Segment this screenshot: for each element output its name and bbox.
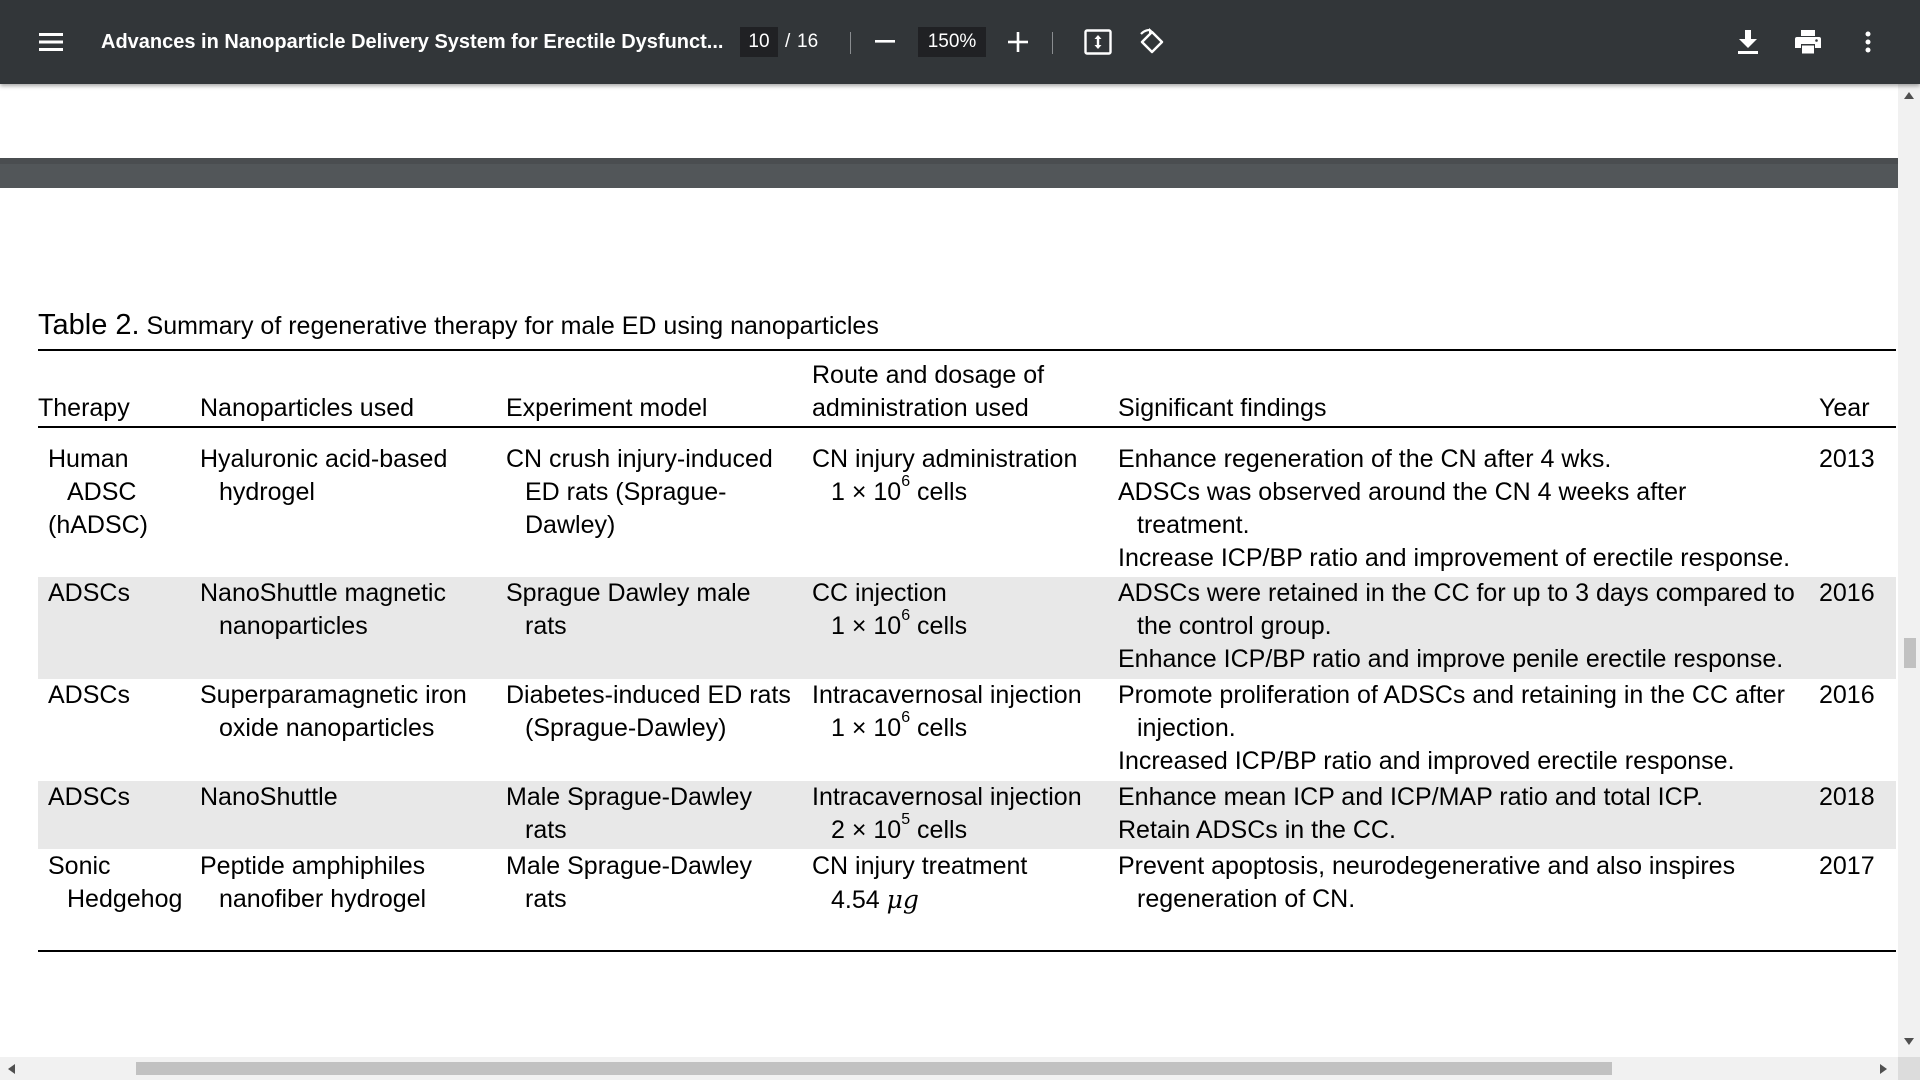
cell-line: hydrogel <box>219 478 315 506</box>
more-options-button[interactable] <box>1848 22 1888 62</box>
table-row-4-nanoparticles <box>200 781 338 814</box>
table-row-1-nanoparticles <box>200 443 447 509</box>
cell-line: CN crush injury-induced <box>506 445 773 473</box>
header-year: Year <box>1819 394 1870 422</box>
print-icon <box>1795 30 1821 54</box>
download-icon <box>1737 30 1759 54</box>
cell-line: CN injury treatment <box>812 852 1028 880</box>
dose-exponent: 5 <box>901 811 911 828</box>
dose-suffix: cells <box>910 714 968 742</box>
table-row-1-model <box>506 443 773 542</box>
more-vert-icon <box>1865 31 1871 53</box>
cell-line: Enhance mean ICP and ICP/MAP ratio and total ICP. <box>1118 783 1704 811</box>
dose-prefix: 1 × 10 <box>831 714 902 742</box>
cell-line: CC injection <box>812 579 947 607</box>
cell-line: Retain ADSCs in the CC. <box>1118 816 1396 844</box>
table-row-2-therapy <box>48 577 130 610</box>
cell-line: NanoShuttle <box>200 783 338 811</box>
table-caption-text: Summary of regenerative therapy for male ED using nanoparticles <box>146 312 879 340</box>
table-top-rule <box>38 349 1896 351</box>
rotate-button[interactable] <box>1132 22 1172 62</box>
cell-line: the control group. <box>1137 612 1332 640</box>
fit-page-icon <box>1084 29 1112 55</box>
cell-line: nanoparticles <box>219 612 368 640</box>
cell-line: Prevent apoptosis, neurodegenerative and also inspires <box>1118 852 1736 880</box>
table-row-1-route <box>812 443 1077 509</box>
header-therapy: Therapy <box>38 394 130 422</box>
cell-line: Hedgehog <box>67 885 183 913</box>
table-row-5-route <box>812 850 1027 917</box>
cell-line: Increase ICP/BP ratio and improvement of erectile response. <box>1118 544 1791 572</box>
table-row-4-model <box>506 781 752 847</box>
cell-line: (hADSC) <box>48 511 149 539</box>
table-row-3-route <box>812 679 1082 745</box>
vertical-scrollbar[interactable] <box>1898 84 1920 1057</box>
cell-line: injection. <box>1137 714 1236 742</box>
dose-suffix: cells <box>910 478 968 506</box>
page-total: 16 <box>797 31 819 52</box>
dosage <box>812 709 1082 745</box>
table-row-3-findings <box>1118 679 1785 778</box>
dose-exponent: 6 <box>901 473 911 490</box>
dose-exponent: 6 <box>901 709 911 726</box>
dose-prefix: 2 × 10 <box>831 816 902 844</box>
table-label: Table 2. <box>38 309 140 341</box>
dose-exponent: 6 <box>901 607 911 624</box>
table-row-3-model <box>506 679 791 745</box>
table-row-1-findings <box>1118 443 1790 575</box>
horizontal-scroll-thumb[interactable] <box>136 1062 1612 1075</box>
cell-line: ADSCs <box>48 579 130 607</box>
cell-line: ADSCs <box>48 681 130 709</box>
table-row-5-therapy <box>48 850 182 916</box>
cell-line: Increased ICP/BP ratio and improved erectile response. <box>1118 747 1735 775</box>
dosage <box>812 607 968 643</box>
header-route-line2: administration used <box>812 394 1029 422</box>
menu-button[interactable] <box>30 22 72 62</box>
header-findings: Significant findings <box>1118 394 1327 422</box>
fit-to-page-button[interactable] <box>1078 22 1118 62</box>
cell-line: Intracavernosal injection <box>812 783 1082 811</box>
table-row-5-model <box>506 850 752 916</box>
menu-icon <box>39 32 63 52</box>
table-row-2-findings <box>1118 577 1795 676</box>
minus-icon <box>875 40 895 44</box>
print-button[interactable] <box>1788 22 1828 62</box>
table-bottom-rule <box>38 950 1896 952</box>
cell-line: Sprague Dawley male <box>506 579 751 607</box>
scroll-down-icon[interactable] <box>1904 1038 1914 1045</box>
document-title: Advances in Nanoparticle Delivery System for Erectile Dysfunct... <box>101 30 724 53</box>
cell-line: rats <box>525 612 567 640</box>
dose-prefix: 1 × 10 <box>831 478 902 506</box>
table-row-4-year: 2018 <box>1819 783 1875 811</box>
horizontal-scrollbar[interactable] <box>0 1057 1898 1080</box>
table-row-2-nanoparticles <box>200 577 446 643</box>
scroll-left-icon[interactable] <box>8 1064 15 1074</box>
cell-line: treatment. <box>1137 511 1250 539</box>
table-row-2-year: 2016 <box>1819 579 1875 607</box>
cell-line: rats <box>525 816 567 844</box>
cell-line: Superparamagnetic iron <box>200 681 467 709</box>
toolbar-divider <box>850 32 851 54</box>
cell-line: rats <box>525 885 567 913</box>
cell-line: Promote proliferation of ADSCs and retaining in the CC after <box>1118 681 1786 709</box>
dosage <box>812 473 1077 509</box>
download-button[interactable] <box>1728 22 1768 62</box>
cell-line: Hyaluronic acid-based <box>200 445 448 473</box>
cell-line: Male Sprague-Dawley <box>506 852 752 880</box>
zoom-out-button[interactable] <box>868 22 902 62</box>
cell-line: nanofiber hydrogel <box>219 885 427 913</box>
cell-line: Male Sprague-Dawley <box>506 783 752 811</box>
cell-line: (Sprague-Dawley) <box>525 714 727 742</box>
dosage <box>812 883 1027 917</box>
table-row-2-model <box>506 577 751 643</box>
table-row-4-therapy <box>48 781 130 814</box>
cell-line: Enhance ICP/BP ratio and improve penile erectile response. <box>1118 645 1784 673</box>
table-row-3-therapy <box>48 679 130 712</box>
table-row-4-route <box>812 781 1082 847</box>
zoom-level-input[interactable]: 150% <box>918 27 986 57</box>
dosage <box>812 811 1082 847</box>
cell-line: NanoShuttle magnetic <box>200 579 446 607</box>
toolbar-divider <box>1052 32 1053 54</box>
cell-line: Diabetes-induced ED rats <box>506 681 791 709</box>
table-row-2-route <box>812 577 967 643</box>
scroll-right-icon[interactable] <box>1880 1064 1887 1074</box>
dose-suffix: cells <box>910 612 968 640</box>
cell-line: ADSCs was observed around the CN 4 weeks after <box>1118 478 1687 506</box>
plus-icon <box>1008 32 1028 52</box>
header-route <box>812 359 1044 425</box>
vertical-scroll-thumb[interactable] <box>1904 638 1916 668</box>
header-route-line1: Route and dosage of <box>812 361 1045 389</box>
pdf-toolbar <box>0 0 1920 84</box>
table-row-3-year: 2016 <box>1819 681 1875 709</box>
cell-line: oxide nanoparticles <box>219 714 435 742</box>
cell-line: regeneration of CN. <box>1137 885 1356 913</box>
rotate-icon <box>1138 28 1166 56</box>
table-row-5-findings <box>1118 850 1735 916</box>
page-boundary <box>0 158 1898 188</box>
cell-line: Sonic <box>48 852 111 880</box>
dose-prefix: 1 × 10 <box>831 612 902 640</box>
table-header-rule <box>38 426 1896 428</box>
table-row-5-year: 2017 <box>1819 852 1875 880</box>
header-model: Experiment model <box>506 394 708 422</box>
cell-line: ADSCs <box>48 783 130 811</box>
table-row-3-nanoparticles <box>200 679 467 745</box>
cell-line: ADSCs were retained in the CC for up to 3 days compared to <box>1118 579 1795 607</box>
table-caption <box>38 309 879 342</box>
scroll-up-icon[interactable] <box>1904 92 1914 99</box>
cell-line: Human <box>48 445 129 473</box>
cell-line: ADSC <box>67 478 137 506</box>
cell-line: CN injury administration <box>812 445 1078 473</box>
scrollbar-corner <box>1898 1057 1920 1080</box>
table-row-4-findings <box>1118 781 1703 847</box>
cell-line: ED rats (Sprague- <box>525 478 727 506</box>
dose-value: 4.54 <box>831 886 887 914</box>
table-row-1-year: 2013 <box>1819 445 1875 473</box>
page-number-input[interactable]: 10 <box>740 27 778 57</box>
cell-line: Peptide amphiphiles <box>200 852 426 880</box>
table-row-5-nanoparticles <box>200 850 426 916</box>
cell-line: Enhance regeneration of the CN after 4 wks. <box>1118 445 1612 473</box>
zoom-in-button[interactable] <box>1000 22 1036 62</box>
table-row-1-therapy <box>48 443 148 542</box>
cell-line: Intracavernosal injection <box>812 681 1082 709</box>
header-nanoparticles: Nanoparticles used <box>200 394 415 422</box>
dose-suffix: cells <box>910 816 968 844</box>
dose-unit: μg <box>886 885 919 914</box>
document-viewport[interactable] <box>0 84 1898 1057</box>
cell-line: Dawley) <box>525 511 616 539</box>
page-separator: / <box>785 31 791 52</box>
